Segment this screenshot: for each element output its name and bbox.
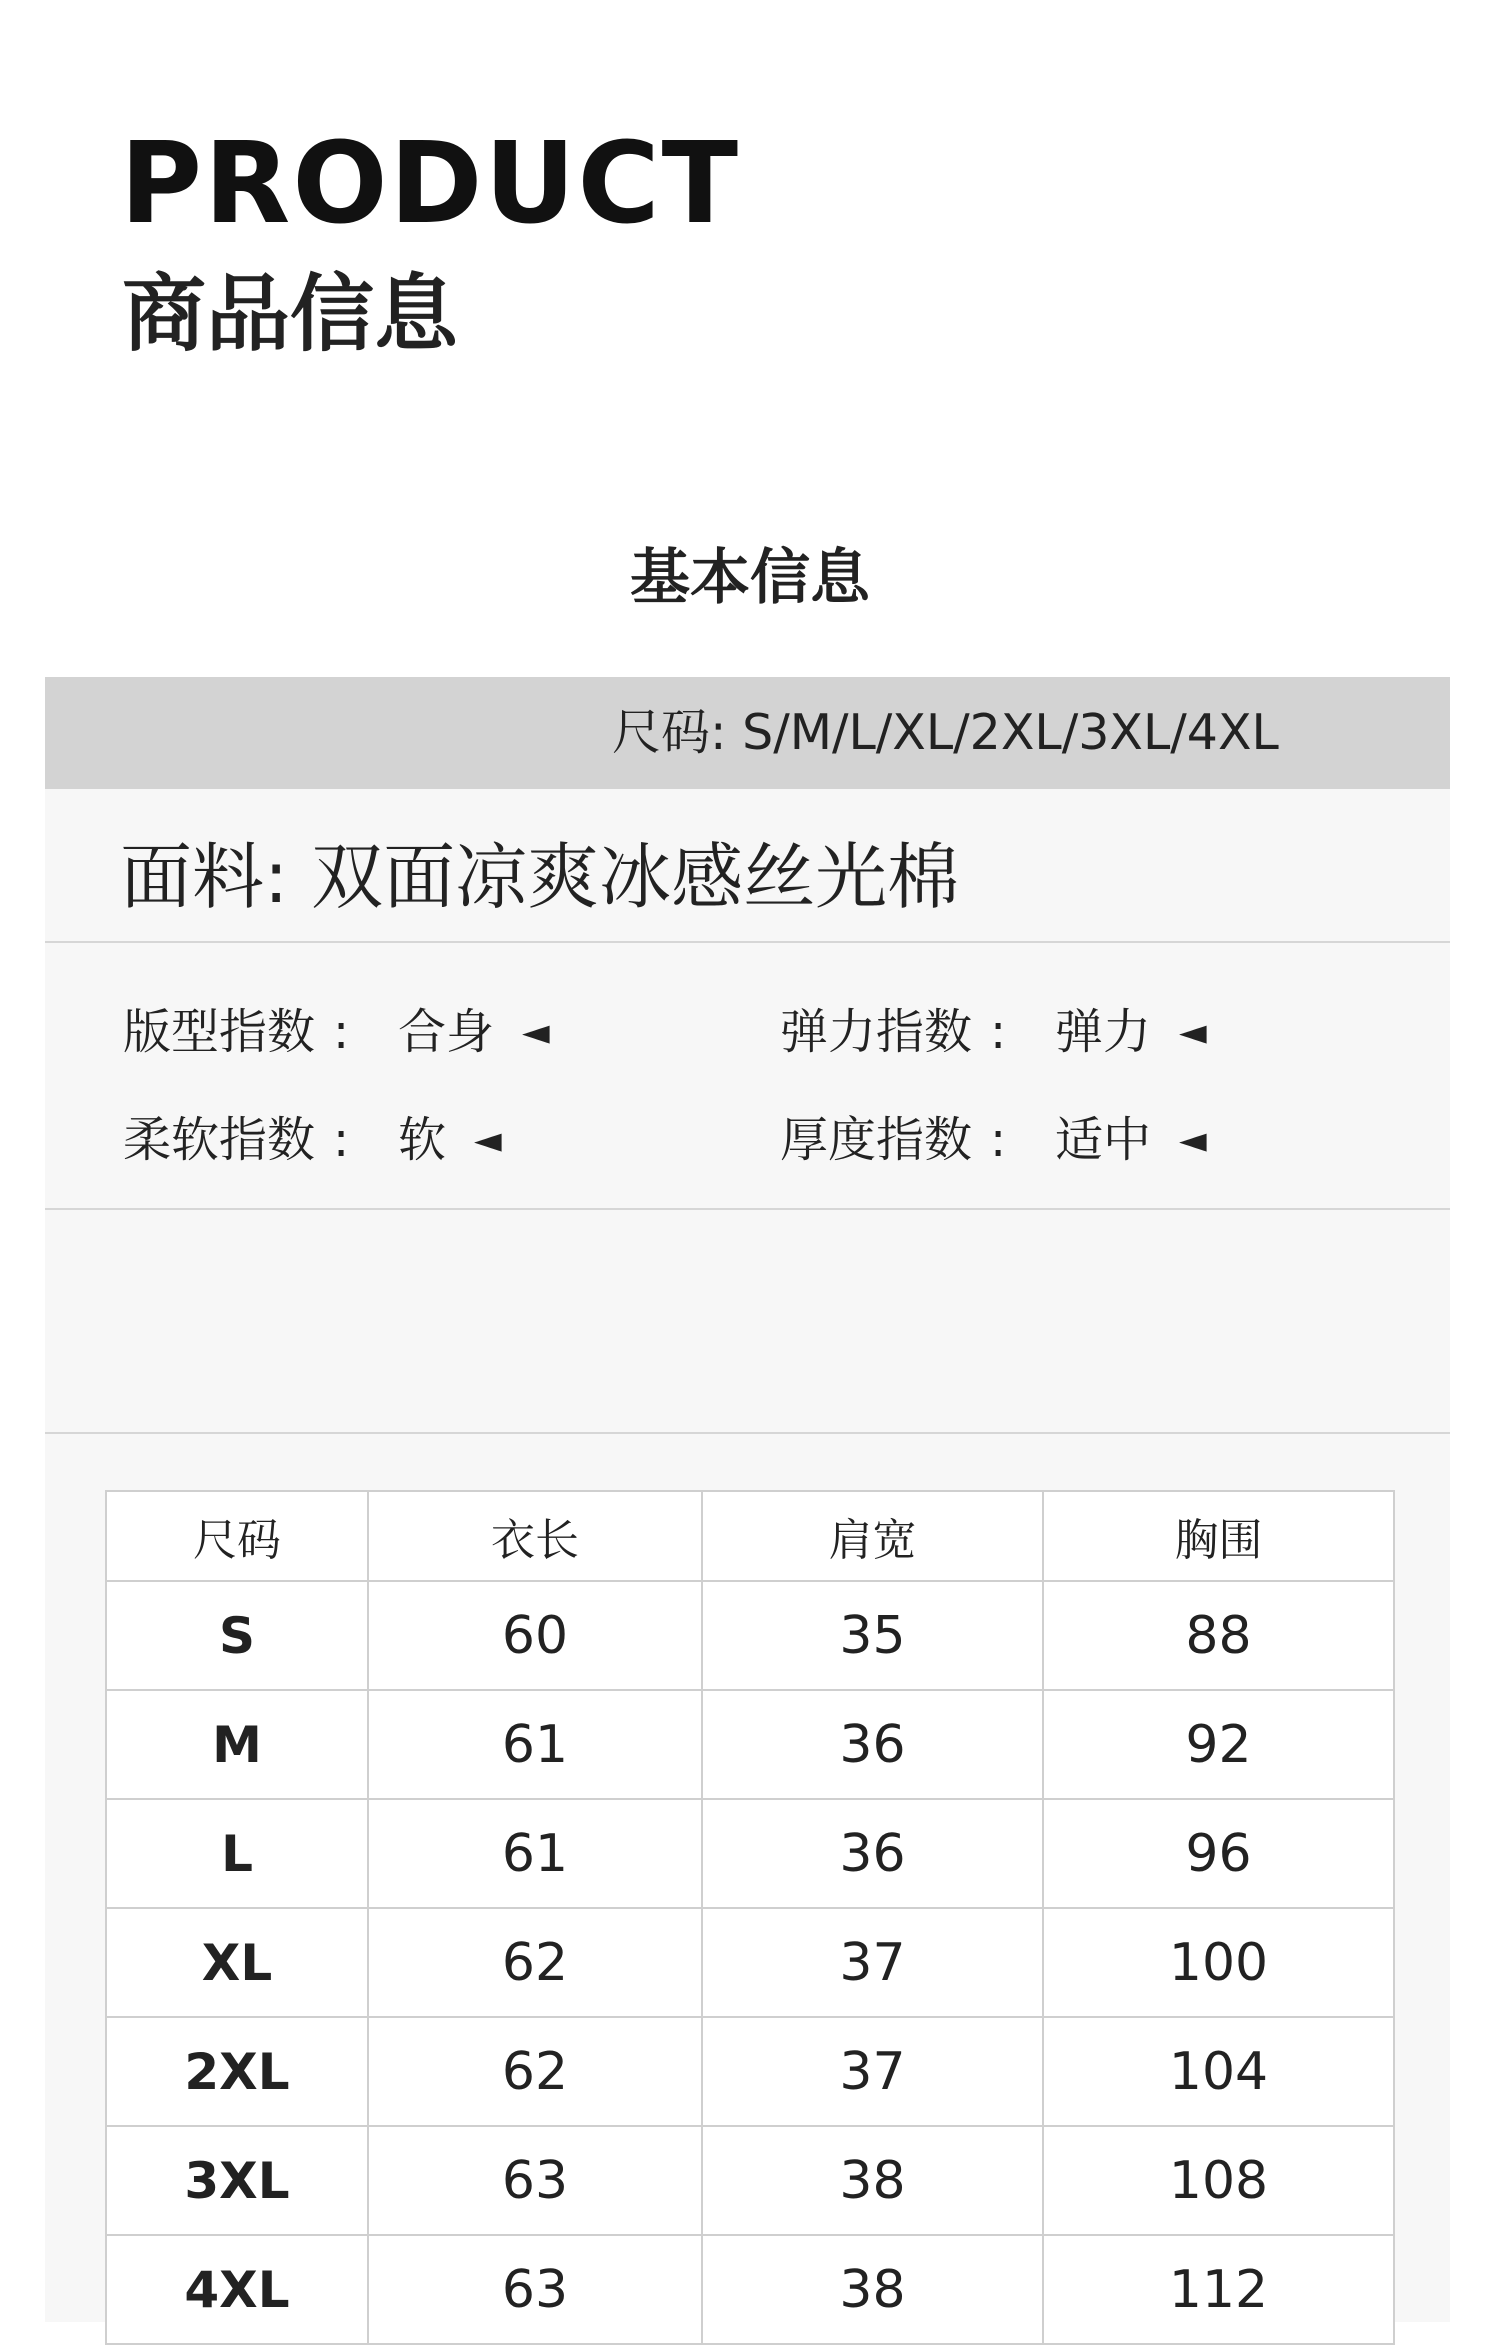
blank-info-block xyxy=(45,1210,1450,1434)
size-options-bar xyxy=(45,677,1450,789)
index-fit xyxy=(123,1004,550,1060)
left-arrow-icon: ◄ xyxy=(1179,1120,1207,1161)
table-cell: 92 xyxy=(1043,1690,1394,1799)
index-elasticity-value: 弹力 xyxy=(1055,1004,1152,1060)
table-cell: 61 xyxy=(368,1799,702,1908)
table-row xyxy=(106,2017,1394,2126)
table-row xyxy=(106,1799,1394,1908)
table-cell-size: 2XL xyxy=(106,2017,368,2126)
table-row xyxy=(106,1690,1394,1799)
table-row xyxy=(106,1581,1394,1690)
table-header-cell: 衣长 xyxy=(368,1491,702,1581)
table-cell: 38 xyxy=(702,2235,1043,2344)
page-title-cn: 商品信息 xyxy=(122,265,459,363)
table-cell: 63 xyxy=(368,2235,702,2344)
table-cell: 63 xyxy=(368,2126,702,2235)
table-cell: 112 xyxy=(1043,2235,1394,2344)
table-cell: 60 xyxy=(368,1581,702,1690)
table-row xyxy=(106,1908,1394,2017)
index-elasticity-label: 弹力指数 xyxy=(780,1004,973,1060)
size-options-text: 尺码: S/M/L/XL/2XL/3XL/4XL xyxy=(612,704,1279,761)
table-cell: 88 xyxy=(1043,1581,1394,1690)
index-thickness xyxy=(780,1112,1207,1168)
index-fit-value: 合身 xyxy=(398,1004,495,1060)
table-row xyxy=(106,2235,1394,2344)
left-arrow-icon: ◄ xyxy=(1179,1012,1207,1053)
table-cell: 62 xyxy=(368,1908,702,2017)
table-cell-size: 3XL xyxy=(106,2126,368,2235)
table-cell-size: L xyxy=(106,1799,368,1908)
table-cell: 36 xyxy=(702,1799,1043,1908)
left-arrow-icon: ◄ xyxy=(522,1012,550,1053)
index-thickness-colon: : xyxy=(990,1112,1007,1168)
index-fit-label: 版型指数 xyxy=(123,1004,316,1060)
table-cell: 35 xyxy=(702,1581,1043,1690)
table-row xyxy=(106,2126,1394,2235)
index-fit-colon: : xyxy=(333,1004,350,1060)
index-thickness-label: 厚度指数 xyxy=(780,1112,973,1168)
table-header-cell: 胸围 xyxy=(1043,1491,1394,1581)
table-cell: 96 xyxy=(1043,1799,1394,1908)
index-elasticity xyxy=(780,1004,1207,1060)
table-header-cell: 尺码 xyxy=(106,1491,368,1581)
table-cell-size: S xyxy=(106,1581,368,1690)
table-cell-size: XL xyxy=(106,1908,368,2017)
table-cell: 108 xyxy=(1043,2126,1394,2235)
index-softness xyxy=(123,1112,502,1168)
index-softness-colon: : xyxy=(333,1112,350,1168)
size-table xyxy=(105,1490,1395,2345)
index-thickness-value: 适中 xyxy=(1055,1112,1152,1168)
index-softness-value: 软 xyxy=(398,1112,447,1168)
table-cell: 37 xyxy=(702,2017,1043,2126)
fabric-text: 面料: 双面凉爽冰感丝光棉 xyxy=(120,835,960,919)
table-header-row xyxy=(106,1491,1394,1581)
table-header-cell: 肩宽 xyxy=(702,1491,1043,1581)
table-cell: 36 xyxy=(702,1690,1043,1799)
table-cell: 100 xyxy=(1043,1908,1394,2017)
table-cell: 37 xyxy=(702,1908,1043,2017)
page-title-en: PRODUCT xyxy=(120,119,741,249)
table-cell: 104 xyxy=(1043,2017,1394,2126)
index-elasticity-colon: : xyxy=(990,1004,1007,1060)
left-arrow-icon: ◄ xyxy=(474,1120,502,1161)
section-title-basic-info: 基本信息 xyxy=(630,543,870,613)
table-cell: 61 xyxy=(368,1690,702,1799)
table-cell-size: 4XL xyxy=(106,2235,368,2344)
size-table-section xyxy=(45,1434,1450,2322)
table-cell: 38 xyxy=(702,2126,1043,2235)
index-block xyxy=(45,943,1450,1210)
index-softness-label: 柔软指数 xyxy=(123,1112,316,1168)
table-cell: 62 xyxy=(368,2017,702,2126)
fabric-row xyxy=(45,789,1450,943)
table-cell-size: M xyxy=(106,1690,368,1799)
